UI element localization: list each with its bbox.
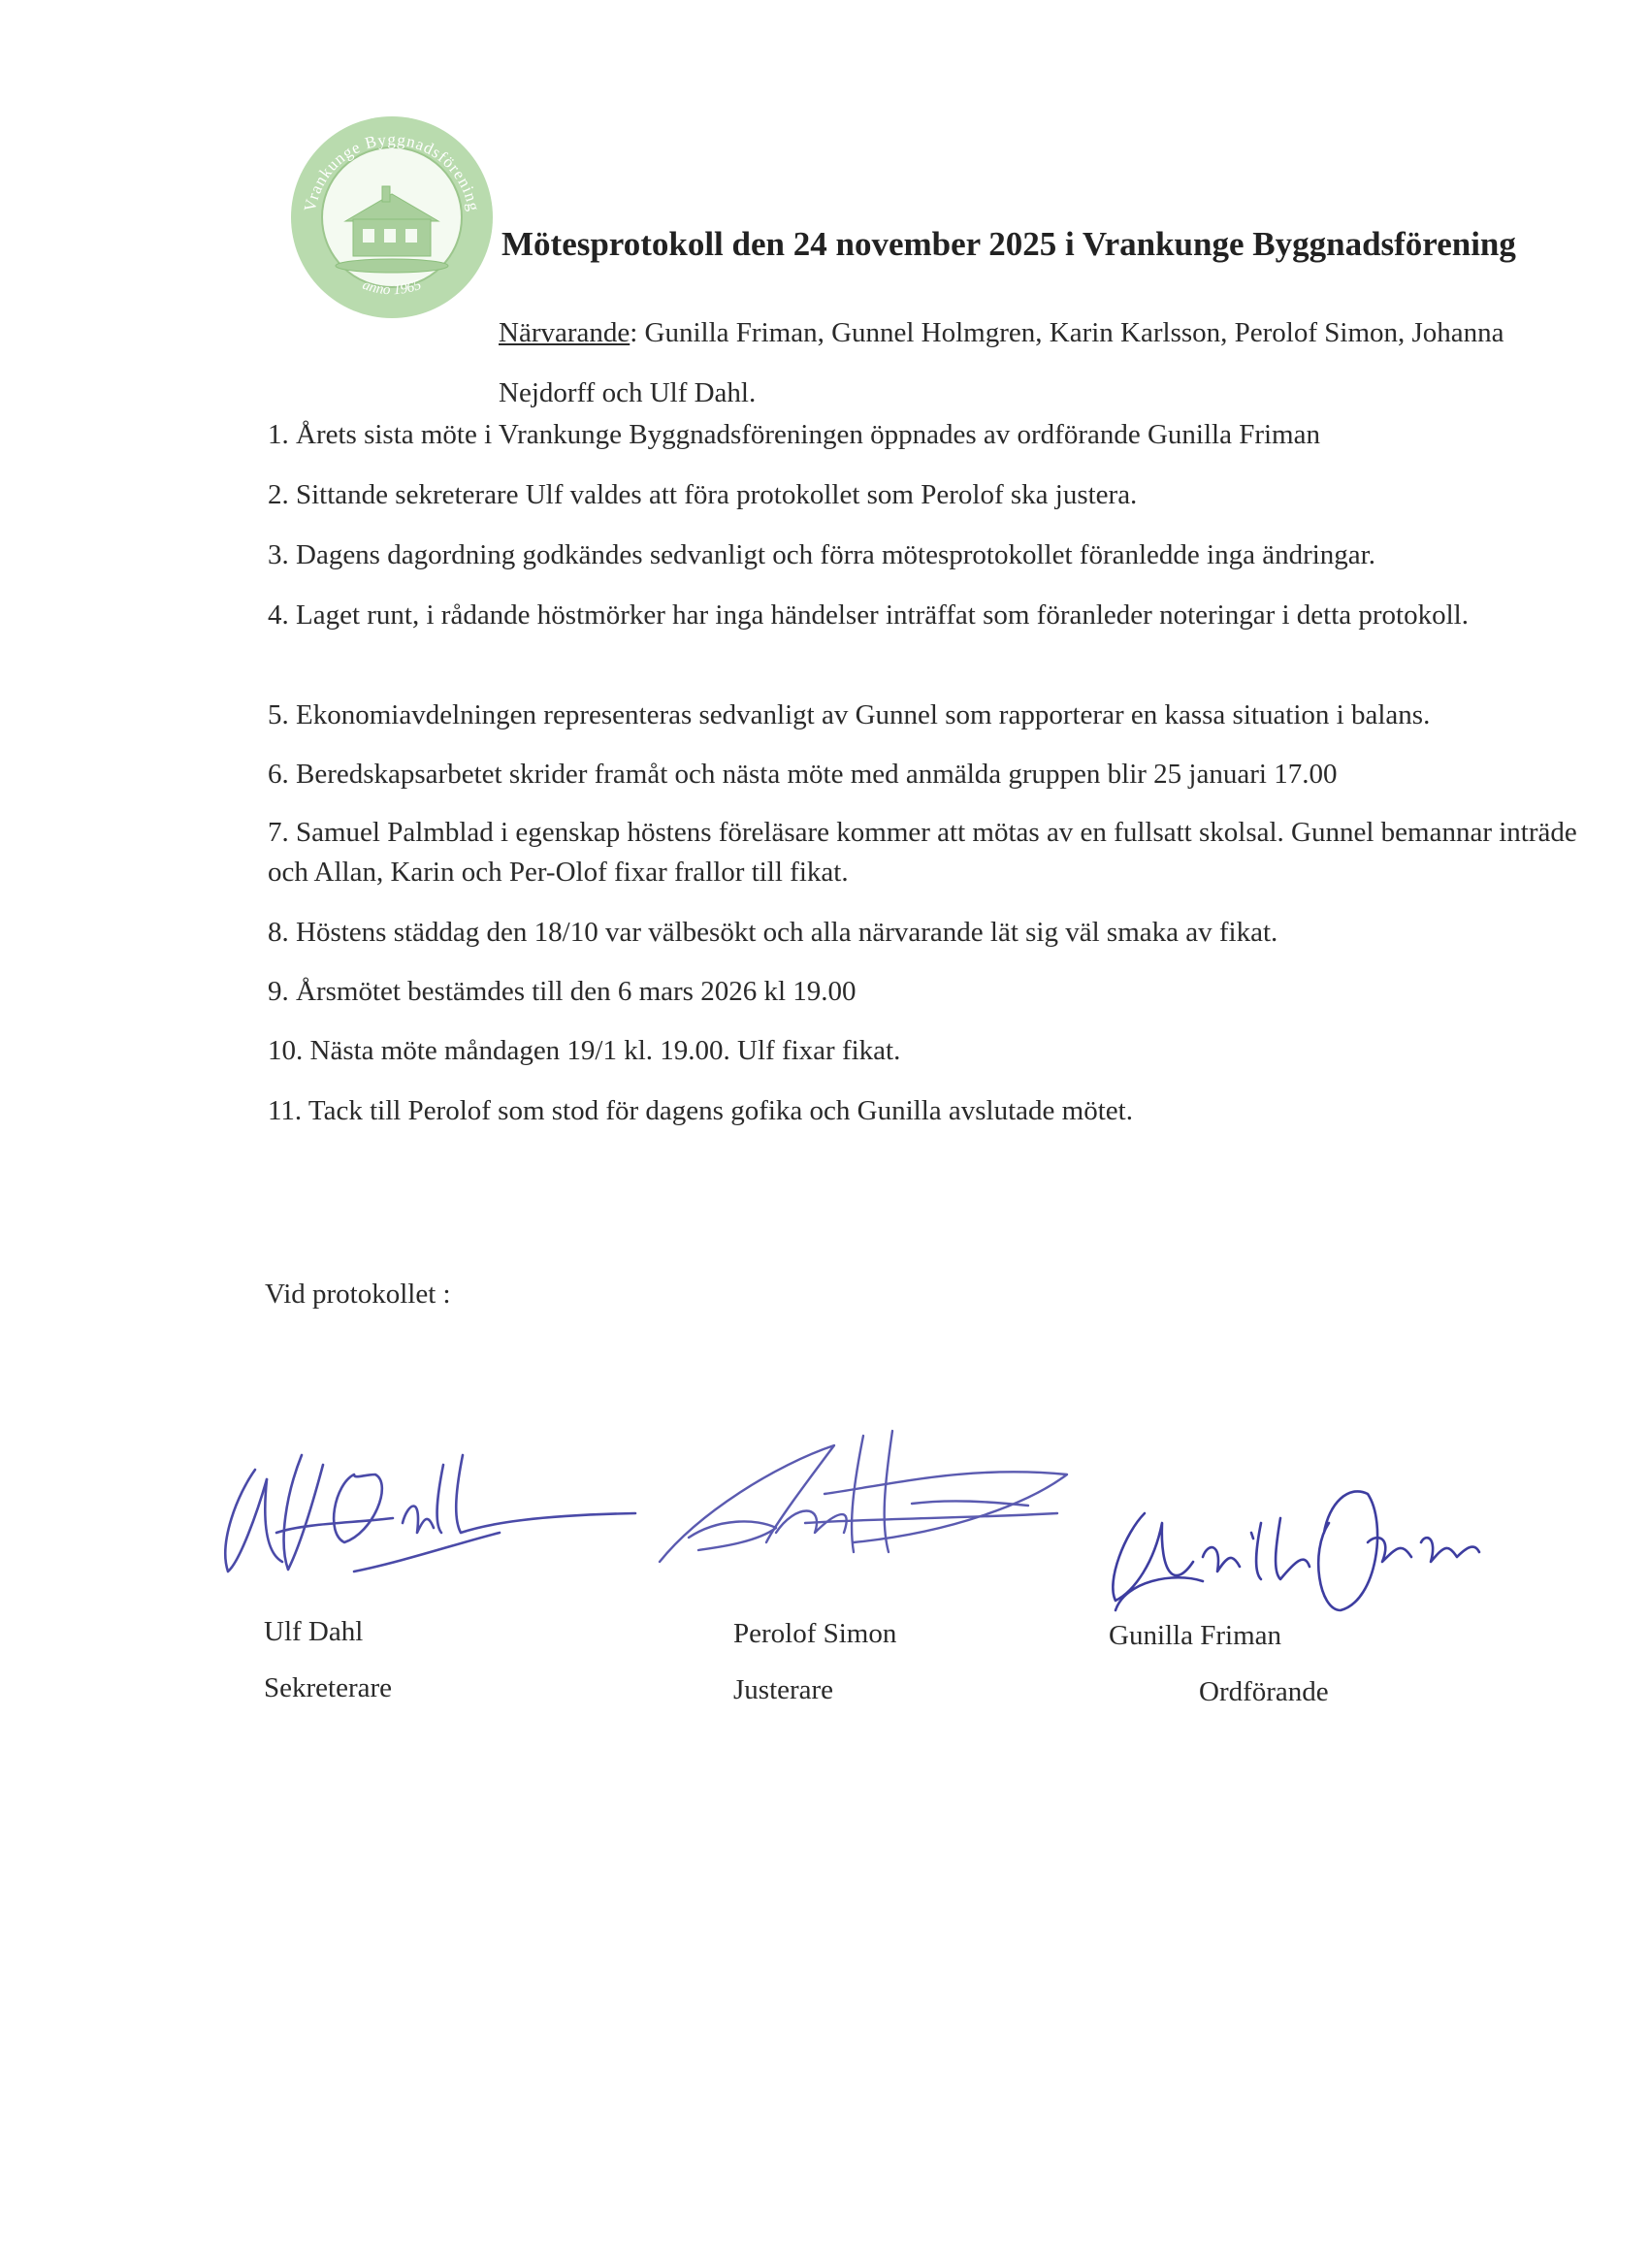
signatory-role: Justerare [733, 1674, 834, 1705]
agenda-item: 2. Sittande sekreterare Ulf valdes att föra protokollet som Perolof ska justera. [268, 479, 1138, 510]
agenda-item: 3. Dagens dagordning godkändes sedvanligt och förra mötesprotokollet föranledde inga ändringar. [268, 539, 1375, 570]
agenda-item: 9. Årsmötet bestämdes till den 6 mars 2026 kl 19.00 [268, 976, 857, 1007]
agenda-item: 10. Nästa möte måndagen 19/1 kl. 19.00. Ulf fixar fikat. [268, 1035, 901, 1066]
agenda-item: 7. Samuel Palmblad i egenskap höstens föreläsare kommer att mötas av en fullsatt skolsal. Gunnel bemannar inträde och Allan, Karin och Per-Olof fixar frallor till fikat. [268, 817, 1577, 888]
signatory-name: Ulf Dahl [264, 1616, 364, 1647]
attendees-paragraph [499, 303, 1585, 423]
agenda-item: 8. Höstens städdag den 18/10 var välbesökt och alla närvarande lät sig väl smaka av fikat. [268, 917, 1278, 948]
document-title: Mötesprotokoll den 24 november 2025 i Vrankunge Byggnadsförening [501, 225, 1516, 263]
svg-text:anno 1965: anno 1965 [360, 276, 424, 299]
signatory-name: Perolof Simon [733, 1618, 897, 1649]
signoff-label: Vid protokollet : [265, 1279, 451, 1310]
attendees-label: Närvarande [499, 317, 630, 348]
agenda-item: 4. Laget runt, i rådande höstmörker har inga händelser inträffat som föranleder noteringar i detta protokoll. [268, 599, 1469, 631]
agenda-item: 5. Ekonomiavdelningen representeras sedvanligt av Gunnel som rapporterar en kassa situation i balans. [268, 699, 1431, 730]
signatory-role: Sekreterare [264, 1672, 393, 1703]
association-logo [289, 114, 495, 320]
attendees-list: : Gunilla Friman, Gunnel Holmgren, Karin Karlsson, Perolof Simon, Johanna Nejdorff och Ulf Dahl. [499, 317, 1504, 408]
signatory-role: Ordförande [1199, 1676, 1329, 1707]
agenda-item: 6. Beredskapsarbetet skrider framåt och nästa möte med anmälda gruppen blir 25 januari 17.00 [268, 759, 1338, 790]
agenda-item: 11. Tack till Perolof som stod för dagens gofika och Gunilla avslutade mötet. [268, 1095, 1133, 1126]
signatory-name: Gunilla Friman [1109, 1620, 1282, 1651]
agenda-item: 1. Årets sista möte i Vrankunge Byggnadsföreningen öppnades av ordförande Gunilla Friman [268, 419, 1320, 450]
svg-text:Vrankunge Byggnadsförening: Vrankunge Byggnadsförening [300, 130, 484, 213]
